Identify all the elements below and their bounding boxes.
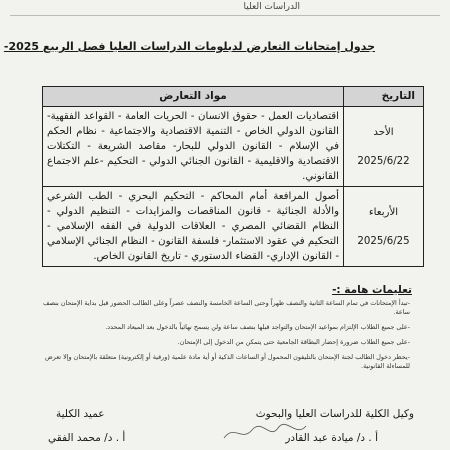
- department-header: الدراسات العليا: [243, 2, 300, 12]
- exam-schedule-table: [42, 86, 424, 267]
- vice-dean-name: أ . د/ ميادة عبد القادر: [285, 432, 378, 444]
- dean-title: عميد الكلية: [56, 408, 105, 420]
- table-row: [43, 187, 424, 267]
- note-item: -تبدأ الإمتحانات في تمام الساعة الثانية والنصف ظهراً وحتى الساعة الخامسة والنصف عصراً وعلى الطالب الحضور قبل بداية الإمتحان بنصف ساعة.: [42, 299, 410, 316]
- exam-date: 2025/6/25: [357, 235, 410, 247]
- note-item: -على جميع الطلاب ضرورة إحضار البطاقة الجامعية حتى يتمكن من الدخول إلى الإمتحان.: [177, 338, 410, 346]
- notes-title: تعليمات هامة :-: [332, 284, 412, 296]
- date-cell: [344, 187, 424, 267]
- signature-scribble-icon: [220, 420, 310, 444]
- document-title: جدول إمتحانات التعارض لدبلومات الدراسات العليا فصل الربيع 2025-: [3, 40, 375, 53]
- date-cell: [344, 107, 424, 187]
- subjects-cell: اقتصاديات العمل - حقوق الانسان - الحريات العامة - القواعد الفقهية- القانون الدولي الخاص - التنمية الاقتصادية والاجتماعية - نظام الحكم في الإسلام - القانون الدولي للبحار- مقاصد الشريعة - التكتلات الاقتصادية والاقليمية - القانون الجنائي الدولي - التحكيم -علم الاجتماع القانوني.: [43, 107, 344, 187]
- column-header-date: التاريخ: [344, 87, 424, 107]
- exam-day: الأربعاء: [368, 206, 399, 218]
- note-item: -يحظر دخول الطالب لجنة الإمتحان بالتليفون المحمول أو الساعات الذكية أو أية مادة علمية (ورقية أو إلكترونية) متعلقة بالإمتحان وإلا تعرض للمساءلة القانونية.: [44, 353, 410, 370]
- table-header-row: [43, 87, 424, 107]
- column-header-subjects: مواد التعارض: [43, 87, 344, 107]
- table-row: [43, 107, 424, 187]
- header-divider: [10, 15, 440, 16]
- dean-name: أ . د/ محمد الفقي: [48, 432, 126, 444]
- vice-dean-title: وكيل الكلية للدراسات العليا والبحوث: [255, 408, 414, 420]
- note-item: -على جميع الطلاب الإلتزام بمواعيد الإمتحان والتواجد قبلها بنصف ساعة ولن يسمح نهائياً بالدخول بعد الميعاد المحدد.: [105, 323, 410, 331]
- exam-day: الأحد: [373, 126, 394, 138]
- notes-list: [38, 299, 410, 377]
- exam-date: 2025/6/22: [357, 155, 410, 167]
- subjects-cell: أصول المرافعة أمام المحاكم - التحكيم البحري - الطب الشرعي والأدلة الجنائية - قانون المناقصات والمزايدات - التنظيم الدولي - النظام القضائي المصري - العلاقات الدولية في الفقه الإسلامي - التحكيم في عقود الاستثمار- فلسفة القانون - النظام الجنائي الإسلامي - القانون الإداري- القضاء الدستوري - تاريخ القانون الخاص.: [43, 187, 344, 267]
